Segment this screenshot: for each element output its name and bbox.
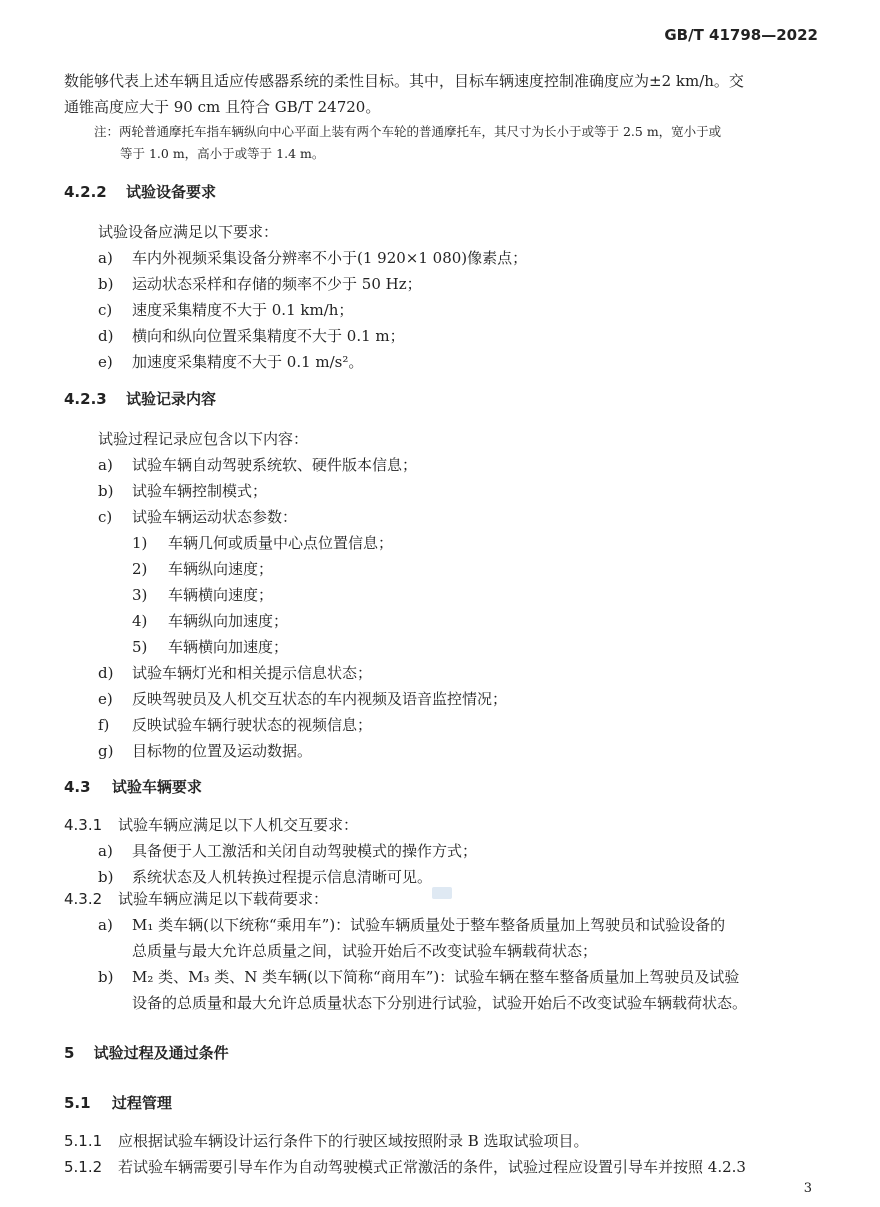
list-item bbox=[98, 349, 363, 375]
section-title: 试验车辆要求 bbox=[111, 778, 202, 796]
intro-line-2: 通锥高度应大于 90 cm 且符合 GB/T 24720。 bbox=[64, 98, 381, 116]
list-item bbox=[98, 738, 312, 764]
list-text: 加速度采集精度不大于 0.1 m/s²。 bbox=[132, 353, 364, 371]
clause-5-1-2 bbox=[64, 1154, 746, 1180]
section-heading-4-2-3 bbox=[64, 388, 216, 409]
list-label: f) bbox=[98, 716, 110, 734]
sub-list-item bbox=[132, 530, 393, 556]
list-label: d) bbox=[98, 327, 114, 345]
list-text: 速度采集精度不大于 0.1 km/h； bbox=[132, 301, 354, 319]
intro-line-1: 数能够代表上述车辆且适应传感器系统的柔性目标。其中，目标车辆速度控制准确度应为±2 km/h。交 bbox=[64, 72, 744, 90]
list-label: d) bbox=[98, 664, 114, 682]
list-item bbox=[98, 452, 417, 478]
list-text: 车辆横向速度； bbox=[168, 586, 274, 604]
list-label: b) bbox=[98, 482, 114, 500]
list-label: 4) bbox=[132, 612, 148, 630]
clause-number: 5.1.1 bbox=[64, 1132, 103, 1150]
clause-number: 5.1.2 bbox=[64, 1158, 103, 1176]
section-number: 4.3 bbox=[64, 778, 91, 796]
section-heading-5-1 bbox=[64, 1092, 172, 1113]
section-number: 4.2.2 bbox=[64, 183, 107, 201]
section-title: 试验记录内容 bbox=[125, 390, 216, 408]
list-label: g) bbox=[98, 742, 114, 760]
list-text: 车辆几何或质量中心点位置信息； bbox=[168, 534, 394, 552]
list-text-continued: 总质量与最大允许总质量之间，试验开始后不改变试验车辆载荷状态； bbox=[132, 942, 598, 960]
list-text: 目标物的位置及运动数据。 bbox=[132, 742, 313, 760]
list-text: M₁ 类车辆(以下统称“乘用车”)：试验车辆质量处于整车整备质量加上驾驶员和试验设备的 bbox=[132, 916, 726, 934]
list-text: M₂ 类、M₃ 类、N 类车辆(以下简称“商用车”)：试验车辆在整车整备质量加上驾驶员及试验 bbox=[132, 968, 740, 986]
clause-text: 试验车辆应满足以下载荷要求： bbox=[118, 890, 329, 908]
sub-list-item bbox=[132, 608, 288, 634]
list-label: 5) bbox=[132, 638, 148, 656]
list-text: 车内外视频采集设备分辨率不小于(1 920×1 080)像素点； bbox=[132, 249, 528, 267]
section-heading-5 bbox=[64, 1042, 229, 1063]
sub-list-item bbox=[132, 582, 273, 608]
section-title: 试验过程及通过条件 bbox=[93, 1044, 229, 1062]
standard-number: GB/T 41798—2022 bbox=[664, 26, 818, 44]
list-text: 试验车辆自动驾驶系统软、硬件版本信息； bbox=[132, 456, 418, 474]
list-item bbox=[98, 478, 267, 504]
list-item bbox=[98, 912, 725, 938]
list-label: a) bbox=[98, 456, 113, 474]
section-number: 4.2.3 bbox=[64, 390, 107, 408]
list-label: a) bbox=[98, 842, 113, 860]
list-label: a) bbox=[98, 916, 113, 934]
clause-4-3-1 bbox=[64, 812, 358, 838]
clause-number: 4.3.2 bbox=[64, 890, 103, 908]
section-intro: 试验设备应满足以下要求： bbox=[98, 223, 279, 241]
section-heading-4-3 bbox=[64, 776, 202, 797]
list-item bbox=[98, 686, 507, 712]
list-text: 反映试验车辆行驶状态的视频信息； bbox=[132, 716, 373, 734]
section-title: 试验设备要求 bbox=[125, 183, 216, 201]
clause-4-3-2 bbox=[64, 886, 328, 912]
list-item bbox=[98, 245, 527, 271]
list-item bbox=[98, 838, 477, 864]
list-text: 反映驾驶员及人机交互状态的车内视频及语音监控情况； bbox=[132, 690, 508, 708]
list-text: 横向和纵向位置采集精度不大于 0.1 m； bbox=[132, 327, 405, 345]
list-text: 试验车辆灯光和相关提示信息状态； bbox=[132, 664, 373, 682]
list-label: e) bbox=[98, 353, 113, 371]
list-text: 试验车辆运动状态参数： bbox=[132, 508, 298, 526]
sub-list-item bbox=[132, 634, 288, 660]
section-number: 5 bbox=[64, 1044, 75, 1062]
list-label: c) bbox=[98, 508, 113, 526]
note-line-2: 等于 1.0 m，高小于或等于 1.4 m。 bbox=[120, 146, 325, 161]
list-label: b) bbox=[98, 275, 114, 293]
list-text: 具备便于人工激活和关闭自动驾驶模式的操作方式； bbox=[132, 842, 478, 860]
list-text: 车辆横向加速度； bbox=[168, 638, 289, 656]
clause-5-1-1 bbox=[64, 1128, 589, 1154]
clause-text: 应根据试验车辆设计运行条件下的行驶区域按照附录 B 选取试验项目。 bbox=[118, 1132, 589, 1150]
sub-list-item bbox=[132, 556, 273, 582]
list-label: 1) bbox=[132, 534, 148, 552]
section-title: 过程管理 bbox=[111, 1094, 172, 1112]
clause-text: 若试验车辆需要引导车作为自动驾驶模式正常激活的条件，试验过程应设置引导车并按照 4.2.3 bbox=[118, 1158, 746, 1176]
list-item bbox=[98, 297, 353, 323]
section-heading-4-2-2 bbox=[64, 181, 216, 202]
list-label: b) bbox=[98, 868, 114, 886]
list-text: 系统状态及人机转换过程提示信息清晰可见。 bbox=[132, 868, 433, 886]
list-label: e) bbox=[98, 690, 113, 708]
list-text: 运动状态采样和存储的频率不少于 50 Hz； bbox=[132, 275, 422, 293]
list-item bbox=[98, 712, 372, 738]
list-text: 车辆纵向加速度； bbox=[168, 612, 289, 630]
list-label: c) bbox=[98, 301, 113, 319]
list-item bbox=[98, 504, 297, 530]
watermark-logo bbox=[432, 887, 452, 899]
list-item bbox=[98, 271, 422, 297]
list-label: a) bbox=[98, 249, 113, 267]
note-line-1: 注：两轮普通摩托车指车辆纵向中心平面上装有两个车轮的普通摩托车，其尺寸为长小于或等于 2.5 m，宽小于或 bbox=[94, 124, 722, 139]
section-intro: 试验过程记录应包含以下内容： bbox=[98, 430, 309, 448]
list-label: b) bbox=[98, 968, 114, 986]
list-text: 车辆纵向速度； bbox=[168, 560, 274, 578]
clause-text: 试验车辆应满足以下人机交互要求： bbox=[118, 816, 359, 834]
section-number: 5.1 bbox=[64, 1094, 91, 1112]
list-item bbox=[98, 964, 739, 990]
list-item bbox=[98, 323, 405, 349]
list-text: 试验车辆控制模式； bbox=[132, 482, 268, 500]
list-item bbox=[98, 660, 372, 686]
list-label: 2) bbox=[132, 560, 148, 578]
page-number: 3 bbox=[803, 1181, 812, 1196]
list-text-continued: 设备的总质量和最大允许总质量状态下分别进行试验，试验开始后不改变试验车辆载荷状态。 bbox=[132, 994, 748, 1012]
list-label: 3) bbox=[132, 586, 148, 604]
clause-number: 4.3.1 bbox=[64, 816, 103, 834]
